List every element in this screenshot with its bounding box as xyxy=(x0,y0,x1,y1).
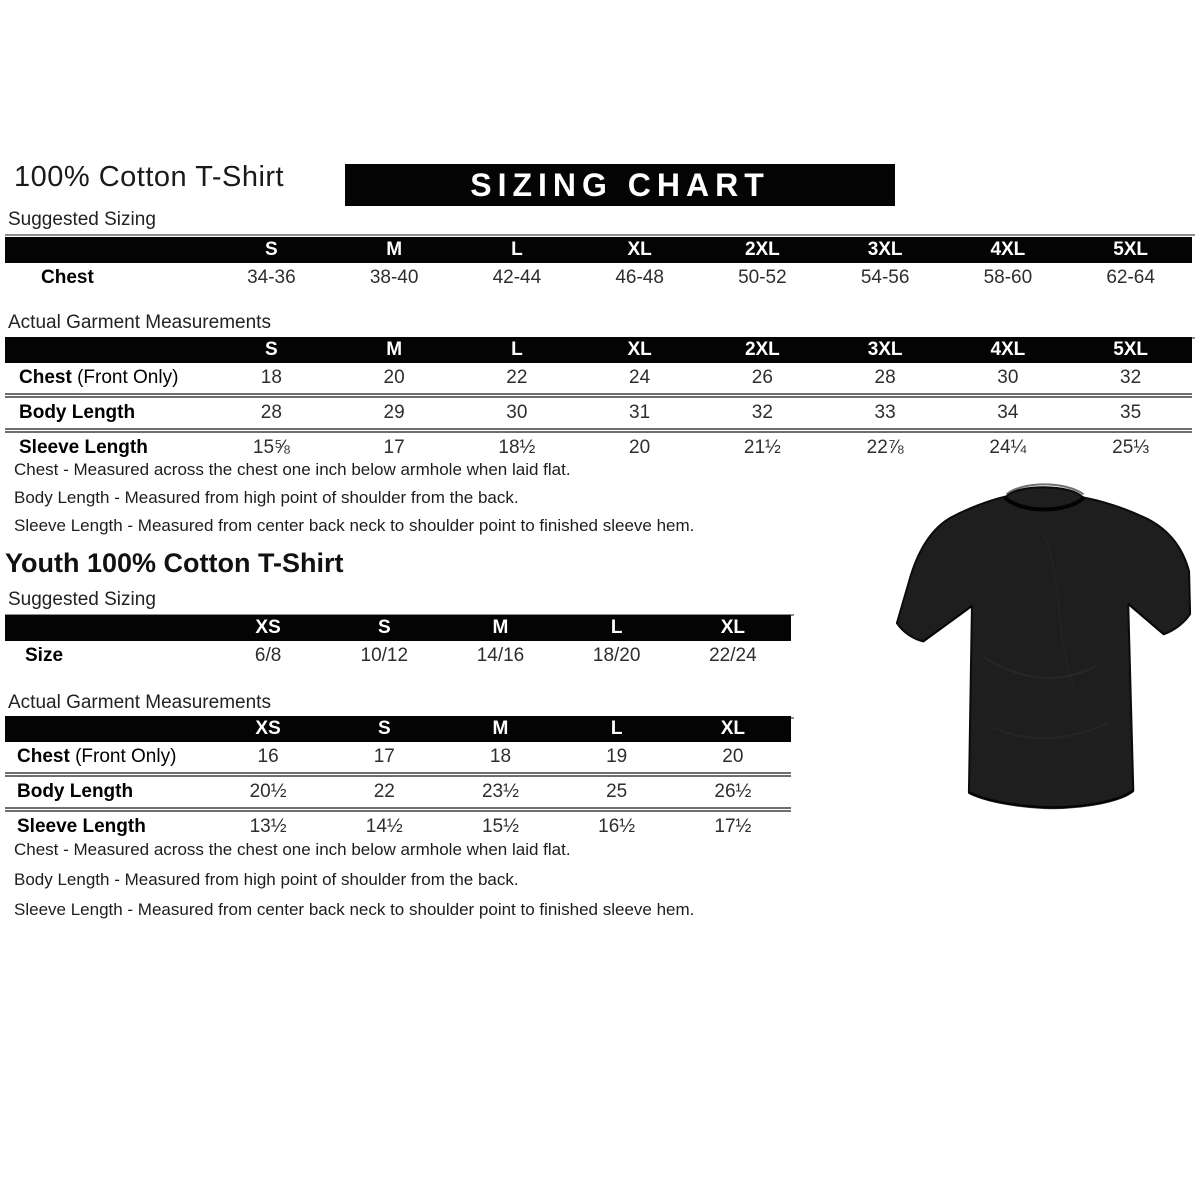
table-row-chest xyxy=(5,742,791,775)
cell-value: 22 xyxy=(506,367,528,388)
size-column-header: L xyxy=(456,237,579,263)
note-body-length: Body Length - Measured from high point of shoulder from the back. xyxy=(14,488,519,507)
table-row-body-length xyxy=(5,396,1192,431)
cell-value: 15½ xyxy=(442,810,558,843)
sizing-chart-banner-text: SIZING CHART xyxy=(470,166,770,203)
cell-value: 20 xyxy=(578,431,701,464)
size-column-header: L xyxy=(559,716,675,742)
size-column-header: 5XL xyxy=(1069,337,1192,363)
adult-suggested-sizing-label: Suggested Sizing xyxy=(5,209,1195,236)
cell-value: 46-48 xyxy=(615,267,664,288)
adult-section-title: 100% Cotton T-Shirt xyxy=(14,161,285,193)
adult-actual-measurements-table xyxy=(5,337,1192,463)
size-column-header: S xyxy=(210,337,333,363)
row-label: Chest xyxy=(41,267,94,288)
cell-value: 20 xyxy=(383,367,405,388)
size-column-header: M xyxy=(333,337,456,363)
cell-value: 20 xyxy=(722,746,744,767)
cell-value: 24 xyxy=(629,367,651,388)
size-column-header: XL xyxy=(578,337,701,363)
table-header-row xyxy=(5,716,791,742)
cell-value: 31 xyxy=(578,396,701,431)
size-column-header: 3XL xyxy=(824,237,947,263)
cell-value: 34 xyxy=(947,396,1070,431)
sizing-chart-banner xyxy=(345,164,895,206)
size-column-header: S xyxy=(326,716,442,742)
cell-value: 32 xyxy=(701,396,824,431)
size-column-header: 2XL xyxy=(701,337,824,363)
cell-value: 19 xyxy=(606,746,628,767)
cell-value: 28 xyxy=(210,396,333,431)
table-header-row xyxy=(5,615,791,641)
size-column-header: 4XL xyxy=(947,237,1070,263)
cell-value: 22 xyxy=(326,775,442,810)
adult-measurement-notes xyxy=(14,461,694,545)
cell-value: 38-40 xyxy=(369,267,419,288)
header-empty-cell xyxy=(5,615,210,641)
cell-value: 18 xyxy=(489,746,512,767)
row-label: Chest (Front Only) xyxy=(17,746,177,767)
cell-value: 30 xyxy=(456,396,579,431)
youth-section-title: Youth 100% Cotton T-Shirt xyxy=(5,548,344,578)
cell-value: 62-64 xyxy=(1106,267,1155,288)
row-label: Chest (Front Only) xyxy=(19,367,179,388)
cell-value: 54-56 xyxy=(860,267,910,288)
size-column-header: M xyxy=(442,716,558,742)
black-tshirt-graphic xyxy=(890,474,1198,824)
table-row-chest xyxy=(5,363,1192,396)
table-header-row xyxy=(5,337,1192,363)
cell-value: 25 xyxy=(559,775,675,810)
youth-actual-measurements-label: Actual Garment Measurements xyxy=(5,692,794,719)
cell-value: 16½ xyxy=(559,810,675,843)
cell-value: 17 xyxy=(333,431,456,464)
cell-value: 30 xyxy=(997,367,1019,388)
size-column-header: 5XL xyxy=(1069,237,1192,263)
table-row-sleeve-length xyxy=(5,810,791,843)
cell-value: 58-60 xyxy=(983,267,1033,288)
cell-value: 18/20 xyxy=(592,645,641,666)
size-column-header: XS xyxy=(210,716,326,742)
size-column-header: 2XL xyxy=(701,237,824,263)
youth-measurement-notes xyxy=(14,841,694,931)
size-column-header: M xyxy=(333,237,456,263)
cell-value: 35 xyxy=(1069,396,1192,431)
size-column-header: S xyxy=(326,615,442,641)
adult-actual-measurements-label: Actual Garment Measurements xyxy=(5,312,1195,339)
cell-value: 33 xyxy=(824,396,947,431)
cell-value: 18½ xyxy=(456,431,579,464)
table-row-sleeve-length xyxy=(5,431,1192,464)
size-column-header: S xyxy=(210,237,333,263)
size-column-header: XL xyxy=(675,716,791,742)
row-label: Sleeve Length xyxy=(5,810,210,843)
size-column-header: 4XL xyxy=(947,337,1070,363)
youth-actual-measurements-table xyxy=(5,716,791,842)
cell-value: 42-44 xyxy=(492,267,542,288)
size-column-header: XL xyxy=(578,237,701,263)
note-chest: Chest - Measured across the chest one inch below armhole when laid flat. xyxy=(14,840,571,859)
table-row-size xyxy=(5,641,791,671)
cell-value: 17½ xyxy=(675,810,791,843)
row-label: Size xyxy=(25,645,64,666)
youth-suggested-sizing-label: Suggested Sizing xyxy=(5,589,794,616)
cell-value: 13½ xyxy=(210,810,326,843)
cell-value: 34-36 xyxy=(247,267,296,288)
cell-value: 50-52 xyxy=(738,267,787,288)
cell-value: 29 xyxy=(333,396,456,431)
cell-value: 17 xyxy=(373,746,395,767)
size-column-header: M xyxy=(442,615,558,641)
cell-value: 21½ xyxy=(701,431,824,464)
cell-value: 6/8 xyxy=(254,645,282,666)
cell-value: 14/16 xyxy=(476,645,525,666)
cell-value: 26 xyxy=(751,367,773,388)
adult-suggested-sizing-table xyxy=(5,237,1192,293)
table-row xyxy=(5,263,1192,293)
youth-suggested-sizing-table xyxy=(5,615,791,671)
tshirt-product-image xyxy=(890,474,1198,824)
table-header-row xyxy=(5,237,1192,263)
cell-value: 18 xyxy=(260,367,282,388)
cell-value: 28 xyxy=(874,367,896,388)
cell-value: 20½ xyxy=(210,775,326,810)
size-column-header: XL xyxy=(675,615,791,641)
note-chest: Chest - Measured across the chest one inch below armhole when laid flat. xyxy=(14,460,571,479)
row-label: Sleeve Length xyxy=(5,431,210,464)
cell-value: 25⅓ xyxy=(1069,431,1192,464)
row-label: Body Length xyxy=(5,775,210,810)
note-body-length: Body Length - Measured from high point of shoulder from the back. xyxy=(14,870,519,889)
cell-value: 26½ xyxy=(675,775,791,810)
header-empty-cell xyxy=(5,337,210,363)
size-column-header: L xyxy=(559,615,675,641)
cell-value: 22/24 xyxy=(709,645,757,666)
cell-value: 15⅝ xyxy=(210,431,333,464)
cell-value: 14½ xyxy=(326,810,442,843)
size-column-header: 3XL xyxy=(824,337,947,363)
cell-value: 22⅞ xyxy=(824,431,947,464)
header-empty-cell xyxy=(5,716,210,742)
header-empty-cell xyxy=(5,237,210,263)
cell-value: 32 xyxy=(1120,367,1142,388)
note-sleeve-length: Sleeve Length - Measured from center back neck to shoulder point to finished sleeve hem. xyxy=(14,516,695,535)
cell-value: 16 xyxy=(257,746,279,767)
size-column-header: L xyxy=(456,337,579,363)
cell-value: 23½ xyxy=(442,775,558,810)
cell-value: 10/12 xyxy=(360,645,409,666)
cell-value: 24¼ xyxy=(947,431,1070,464)
table-row-body-length xyxy=(5,775,791,810)
row-label: Body Length xyxy=(5,396,210,431)
note-sleeve-length: Sleeve Length - Measured from center back neck to shoulder point to finished sleeve hem. xyxy=(14,900,695,919)
size-column-header: XS xyxy=(210,615,326,641)
